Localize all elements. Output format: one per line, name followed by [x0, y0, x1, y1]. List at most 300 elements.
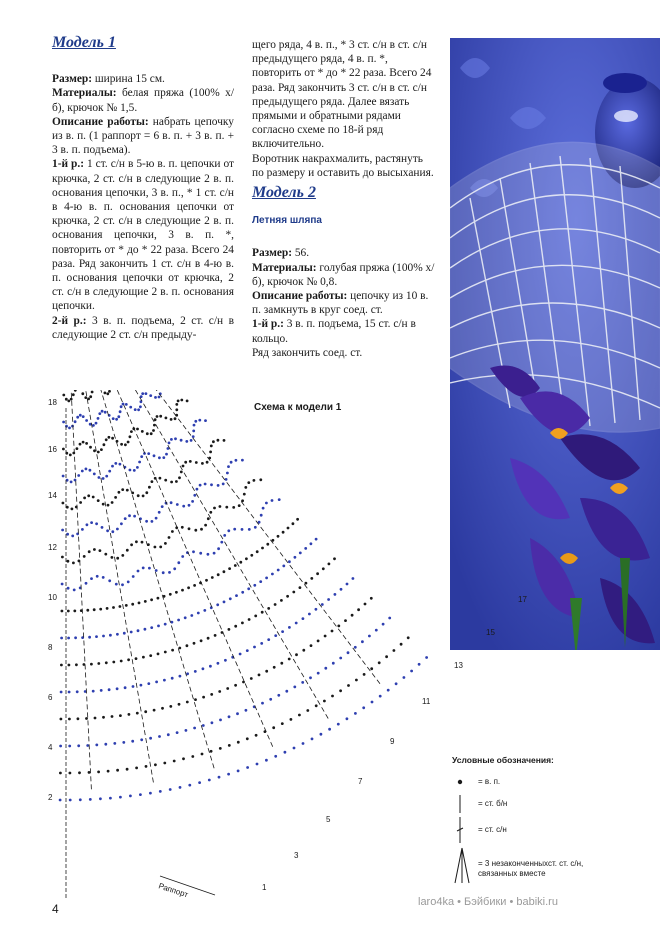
chain-dot	[200, 528, 203, 531]
chain-dot	[173, 567, 176, 570]
chain-dot	[78, 771, 81, 774]
chain-dot	[188, 527, 191, 530]
chain-dot	[69, 799, 72, 802]
chain-dot	[150, 626, 153, 629]
chain-dot	[217, 484, 220, 487]
chain-dot	[88, 550, 91, 553]
chain-dot	[171, 530, 174, 533]
chain-dot	[211, 576, 214, 579]
chain-dot	[202, 724, 205, 727]
chain-dot	[149, 394, 152, 397]
chain-dot	[177, 400, 180, 403]
chain-dot	[99, 608, 102, 611]
chain-dot	[104, 743, 107, 746]
row-number-diagonal: 7	[358, 777, 363, 786]
chain-dot	[260, 642, 263, 645]
chain-dot	[191, 755, 194, 758]
chain-dot	[144, 710, 147, 713]
chain-dot	[344, 619, 347, 622]
chain-dot	[274, 634, 277, 637]
chain-dot	[217, 439, 220, 442]
watermark: laro4ka • Бэйбики • babiki.ru	[418, 896, 558, 908]
chain-dot	[158, 456, 161, 459]
chain-dot	[111, 556, 114, 559]
chain-dot	[131, 603, 134, 606]
chain-dot	[177, 619, 180, 622]
chain-dot	[95, 522, 98, 525]
chain-dot	[273, 666, 276, 669]
chain-dot	[154, 763, 157, 766]
row-number-diagonal: 1	[262, 883, 267, 892]
chain-dot	[210, 693, 213, 696]
row-number-diagonal: 3	[294, 851, 299, 860]
chain-dot	[258, 674, 261, 677]
chain-dot	[267, 607, 270, 610]
chain-dot	[265, 502, 268, 505]
chain-dot	[174, 437, 177, 440]
chain-dot	[108, 470, 111, 473]
chain-dot	[227, 773, 230, 776]
chain-dot	[333, 557, 336, 560]
chain-dot	[108, 579, 111, 582]
chain-dot	[216, 603, 219, 606]
chain-dot	[145, 392, 148, 395]
chain-dot	[155, 517, 158, 520]
chain-dot	[193, 727, 196, 730]
chain-dot	[126, 768, 129, 771]
chain-dot	[393, 649, 396, 652]
chain-dot	[77, 717, 80, 720]
chain-dot	[126, 489, 129, 492]
chain-dot	[61, 583, 64, 586]
doily	[450, 142, 660, 432]
chain-dot	[98, 476, 101, 479]
chain-dot	[295, 653, 298, 656]
chain-dot	[223, 601, 226, 604]
chain-dot	[67, 610, 70, 613]
chain-dot	[354, 712, 357, 715]
chain-dot	[135, 657, 138, 660]
chain-dot	[217, 573, 220, 576]
chain-dot	[199, 484, 202, 487]
chain-dot	[280, 599, 283, 602]
chain-dot	[265, 670, 268, 673]
chain-dot	[206, 461, 209, 464]
chain-dot	[134, 408, 137, 411]
chain-dot	[96, 575, 99, 578]
model1-title: Модель 1	[52, 34, 116, 51]
chain-dot	[145, 765, 148, 768]
chain-dot	[129, 435, 132, 438]
chain-dot	[163, 679, 166, 682]
chain-dot	[118, 491, 121, 494]
chain-dot	[121, 488, 124, 491]
chain-dot	[178, 703, 181, 706]
chain-dot	[159, 790, 162, 793]
chain-dot	[120, 522, 123, 525]
chain-dot	[83, 555, 86, 558]
chain-dot	[74, 636, 77, 639]
chain-dot	[171, 621, 174, 624]
chain-dot	[191, 500, 194, 503]
chain-dot	[189, 460, 192, 463]
row-number-diagonal: 13	[454, 661, 463, 670]
chain-dot	[177, 561, 180, 564]
chain-dot	[192, 435, 195, 438]
chain-dot	[210, 750, 213, 753]
chain-dot	[192, 550, 195, 553]
chain-dot	[382, 623, 385, 626]
chain-dot	[195, 461, 198, 464]
chain-dot	[184, 461, 187, 464]
chain-dot	[93, 608, 96, 611]
model2-description: Описание работы: цепочку из 10 в. п. замкнуть в круг соед. ст.	[252, 290, 429, 317]
chain-dot	[129, 406, 132, 409]
chain-dot	[201, 462, 204, 465]
chain-dot	[149, 792, 152, 795]
row-number-left: 8	[48, 643, 53, 652]
chain-dot	[310, 542, 313, 545]
chain-dot	[85, 717, 88, 720]
chain-dot	[188, 504, 191, 507]
chain-dot	[108, 688, 111, 691]
chain-dot	[62, 421, 65, 424]
chain-dot	[104, 553, 107, 556]
chain-dot	[117, 415, 120, 418]
row-number-left: 16	[48, 445, 57, 454]
chain-dot	[68, 664, 71, 667]
chain-dot	[88, 636, 91, 639]
chain-dot	[294, 556, 297, 559]
model2-size: Размер: 56.	[252, 247, 310, 260]
chain-dot	[175, 480, 178, 483]
chain-dot	[97, 417, 100, 420]
chain-dot	[76, 690, 79, 693]
chain-dot	[81, 470, 84, 473]
chain-dot	[119, 463, 122, 466]
chain-dot	[288, 658, 291, 661]
chain-dot	[328, 728, 331, 731]
chain-dot	[230, 461, 233, 464]
chain-dot	[400, 643, 403, 646]
chain-dot	[164, 623, 167, 626]
chain-dot	[85, 582, 88, 585]
chain-dot	[85, 468, 88, 471]
chain-dot	[186, 644, 189, 647]
chain-dot	[298, 714, 301, 717]
chain-dot	[228, 744, 231, 747]
chain-dot	[239, 653, 242, 656]
chain-dot	[90, 577, 93, 580]
chain-dot	[85, 442, 88, 445]
chain-dot	[277, 569, 280, 572]
chain-dot	[99, 797, 102, 800]
chain-dot	[137, 494, 140, 497]
chain-dot	[266, 543, 269, 546]
chain-dot	[135, 767, 138, 770]
chain-dot	[207, 517, 210, 520]
chain-dot	[200, 639, 203, 642]
model2-subtitle: Летняя шляпа	[252, 215, 322, 227]
chain-dot	[153, 709, 156, 712]
chain-dot	[149, 654, 152, 657]
row-number-left: 14	[48, 491, 57, 500]
chain-dot	[212, 440, 215, 443]
chain-dot	[119, 410, 122, 413]
chain-dot-icon	[452, 771, 472, 793]
chain-dot	[101, 410, 104, 413]
legend-item-double-crochet: = ст. с/н	[452, 815, 592, 845]
chain-dot	[209, 511, 212, 514]
chain-dot	[296, 518, 299, 521]
chain-dot	[248, 618, 251, 621]
chain-dot	[120, 405, 123, 408]
chain-dot	[222, 483, 225, 486]
chain-dot	[93, 473, 96, 476]
chain-dot	[141, 541, 144, 544]
chain-dot	[149, 737, 152, 740]
chain-dot	[418, 663, 421, 666]
chain-dot	[68, 718, 71, 721]
chain-dot	[186, 701, 189, 704]
chain-dot	[282, 565, 285, 568]
chain-dot	[164, 542, 167, 545]
chain-dot	[116, 633, 119, 636]
chain-dot	[265, 759, 268, 762]
chain-dot	[339, 689, 342, 692]
chain-dot	[375, 629, 378, 632]
chain-dot	[95, 744, 98, 747]
chain-dot	[86, 523, 89, 526]
legend-title: Условные обозначения:	[452, 755, 554, 765]
row-number-left: 4	[48, 743, 53, 752]
chain-dot	[100, 448, 103, 451]
chain-dot	[136, 428, 139, 431]
chain-dot	[92, 424, 95, 427]
chain-dot	[346, 717, 349, 720]
chain-dot	[139, 405, 142, 408]
chain-dot	[337, 625, 340, 628]
chain-dot	[139, 793, 142, 796]
chain-dot	[243, 493, 246, 496]
chain-dot	[82, 441, 85, 444]
chain-dot	[302, 742, 305, 745]
chain-dot	[219, 505, 222, 508]
chain-dot	[239, 561, 242, 564]
chain-dot	[363, 673, 366, 676]
chain-dot	[311, 738, 314, 741]
chain-dot	[101, 526, 104, 529]
chain-dot	[248, 528, 251, 531]
chain-dot	[194, 420, 197, 423]
chain-dot	[102, 716, 105, 719]
chain-dot	[131, 740, 134, 743]
chain-dot	[293, 686, 296, 689]
double-crochet-icon	[452, 815, 472, 845]
chain-dot	[241, 622, 244, 625]
chain-dot	[233, 528, 236, 531]
chain-dot	[92, 690, 95, 693]
chain-dot	[204, 524, 207, 527]
chain-dot	[410, 670, 413, 673]
chain-dot	[71, 508, 74, 511]
chain-dot	[193, 584, 196, 587]
chain-dot	[82, 415, 85, 418]
chain-dot	[140, 738, 143, 741]
chain-dot	[112, 661, 115, 664]
chain-dot	[62, 475, 65, 478]
chain-dot	[59, 772, 62, 775]
chain-dot	[170, 438, 173, 441]
chain-dot	[72, 452, 75, 455]
chain-dot	[293, 747, 296, 750]
chain-dot	[317, 672, 320, 675]
chain-dot	[280, 662, 283, 665]
column-two	[252, 38, 436, 360]
stitch-column	[80, 390, 153, 782]
chain-dot	[187, 586, 190, 589]
chain-dot	[262, 507, 265, 510]
chain-dot	[62, 394, 65, 397]
chain-dot	[226, 687, 229, 690]
chain-dot	[385, 655, 388, 658]
chain-dot	[331, 630, 334, 633]
chain-dot	[218, 690, 221, 693]
chain-dot	[68, 427, 71, 430]
chain-dot	[127, 441, 130, 444]
chain-dot	[188, 784, 191, 787]
chain-dot	[114, 496, 117, 499]
chain-dot	[217, 662, 220, 665]
chain-dot	[165, 417, 168, 420]
legend-item-cluster: = 3 незаконченныхст. ст. с/н, связанных вместе	[452, 845, 592, 885]
chain-dot	[315, 704, 318, 707]
chain-dot	[271, 573, 274, 576]
chain-dot	[245, 709, 248, 712]
chain-dot	[154, 396, 157, 399]
chain-dot	[242, 681, 245, 684]
page-number: 4	[52, 902, 59, 916]
chain-dot	[321, 603, 324, 606]
chain-dot	[123, 632, 126, 635]
chain-dot	[151, 520, 154, 523]
chain-dot	[175, 403, 178, 406]
chain-dot	[288, 560, 291, 563]
chain-dot	[184, 616, 187, 619]
chain-dot	[121, 554, 124, 557]
chain-dot	[208, 779, 211, 782]
chain-dot	[193, 424, 196, 427]
chain-dot	[203, 609, 206, 612]
chain-dot	[228, 715, 231, 718]
chain-dot	[108, 390, 111, 393]
chain-dot	[111, 501, 114, 504]
chain-dot	[125, 403, 128, 406]
chain-dot	[355, 679, 358, 682]
chain-dot	[226, 472, 229, 475]
chain-dot	[141, 430, 144, 433]
chain-dot	[86, 744, 89, 747]
chain-dot	[111, 715, 114, 718]
chain-dot	[403, 676, 406, 679]
chain-dot	[70, 398, 73, 401]
chain-dot	[213, 507, 216, 510]
chain-dot	[158, 511, 161, 514]
chain-dot	[235, 459, 238, 462]
chain-dot	[153, 424, 156, 427]
chain-dot	[142, 495, 145, 498]
chain-dot	[250, 554, 253, 557]
chain-dot	[137, 629, 140, 632]
chain-dot	[119, 714, 122, 717]
chain-dot	[346, 583, 349, 586]
chain-dot	[180, 439, 183, 442]
chain-dot	[116, 528, 119, 531]
chain-dot	[161, 707, 164, 710]
chain-dot	[310, 644, 313, 647]
chain-dot	[302, 649, 305, 652]
chain-dot	[132, 685, 135, 688]
chain-dot	[238, 504, 241, 507]
chain-dot	[254, 526, 257, 529]
chain-dot	[364, 603, 367, 606]
chain-dot	[323, 700, 326, 703]
chain-dot	[138, 602, 141, 605]
chain-dot	[185, 440, 188, 443]
row-number-diagonal: 11	[422, 697, 431, 706]
model1-row2: 2-й р.: 3 в. п. подъема, 2 ст. с/н в следующие 2 ст. с/н предыду-	[52, 314, 234, 341]
chain-dot	[407, 636, 410, 639]
chain-dot	[286, 595, 289, 598]
chain-dot	[261, 547, 264, 550]
chain-dot	[234, 625, 237, 628]
chain-dot	[347, 684, 350, 687]
chain-dot	[204, 419, 207, 422]
legend	[452, 755, 592, 885]
chain-dot	[202, 667, 205, 670]
chain-dot	[214, 634, 217, 637]
chain-dot	[223, 570, 226, 573]
chain-dot	[67, 587, 70, 590]
chain-dot	[269, 698, 272, 701]
chain-dot	[334, 593, 337, 596]
chain-dot	[204, 483, 207, 486]
chain-dot	[72, 393, 75, 396]
chain-dot	[211, 721, 214, 724]
chain-dot	[219, 719, 222, 722]
chain-dot	[111, 437, 114, 440]
chain-dot	[109, 797, 112, 800]
chain-dot	[247, 587, 250, 590]
chain-dot	[157, 625, 160, 628]
chain-dot	[256, 763, 259, 766]
chain-dot	[244, 486, 247, 489]
chain-dot	[76, 447, 79, 450]
chain-dot	[95, 635, 98, 638]
model1-finish: Воротник накрахмалить, растянуть по размеру и оставить до высыхания.	[252, 152, 434, 179]
chain-dot	[218, 776, 221, 779]
chain-dot	[237, 741, 240, 744]
chain-dot	[228, 628, 231, 631]
chain-dot	[115, 583, 118, 586]
chain-dot	[83, 497, 86, 500]
chain-dot	[361, 640, 364, 643]
chain-dot	[228, 567, 231, 570]
chain-dot	[194, 698, 197, 701]
chain-dot	[339, 657, 342, 660]
chain-dot	[120, 660, 123, 663]
chain-dot	[324, 635, 327, 638]
